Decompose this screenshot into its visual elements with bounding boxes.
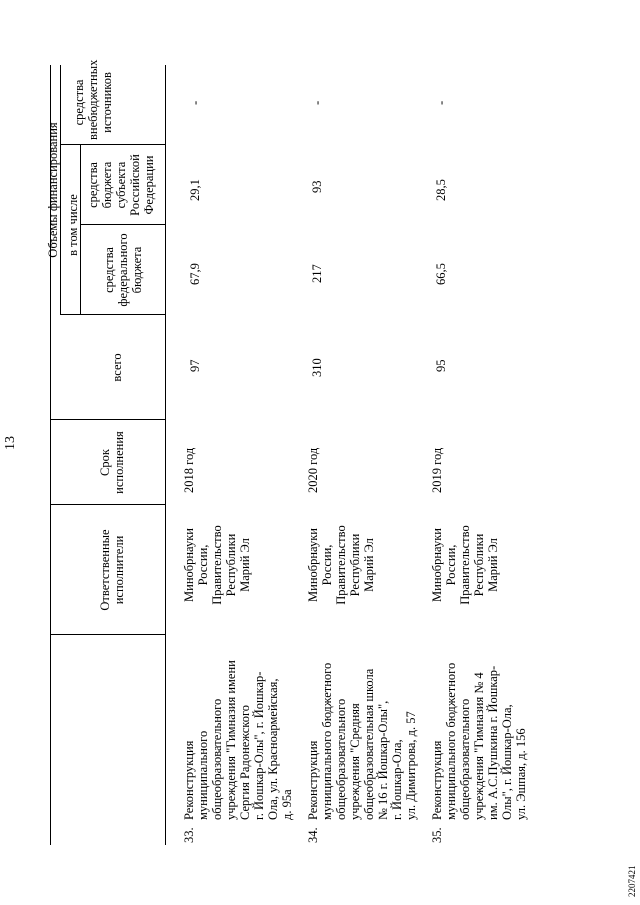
row-33-deadline: 2018 год: [182, 447, 196, 493]
row-34-federal: 217: [310, 264, 324, 283]
header-extrabudget: средства внебюджетных источников: [72, 59, 114, 140]
including-header-line: [80, 145, 81, 315]
row-34-number: 34.: [306, 827, 320, 843]
header-regional: средства бюджета субъекта Российской Федерации: [86, 154, 156, 216]
row-35-number: 35.: [430, 827, 444, 843]
header-including: в том числе: [66, 194, 80, 256]
row-35-regional: 28,5: [434, 179, 448, 201]
row-35-name: Реконструкция муниципального бюджетного общеобразовательного учреждения "Гимназия № 4 им. А.С.Пушкина г. Йошкар- Олы", г. Йошкар-Ола, ул. Эшпая, д. 156: [430, 662, 528, 820]
row-35-federal: 66,5: [434, 263, 448, 285]
row-34-responsible: Минобрнауки России, Правительство Республики Марий Эл: [306, 525, 376, 605]
header-financing: Объемы финансирования: [46, 122, 60, 258]
row-33-number: 33.: [182, 827, 196, 843]
header-federal: средства федерального бюджета: [102, 233, 144, 307]
header-bottom-border: [165, 65, 166, 845]
row-35-total: 95: [434, 359, 448, 372]
header-deadline: Срок исполнения: [98, 431, 126, 494]
row-35-responsible: Минобрнауки России, Правительство Республики Марий Эл: [430, 525, 500, 605]
row-33-name: Реконструкция муниципального общеобразовательного учреждения "Гимназия имени Сергия Радонежского г. Йошкар-Олы", г. Йошкар- Ола, ул. Красноармейская, д. 95а: [182, 660, 294, 820]
col-border-federal-regional: [80, 224, 165, 225]
row-34-name: Реконструкция муниципального бюджетного общеобразовательного учреждения "Средняя общеобразовательная школа № 16 г. Йошкар-Олы", г. Йошкар-Ола, ул. Димитрова, д. 57: [306, 662, 418, 820]
row-33-total: 97: [188, 359, 202, 372]
row-35-deadline: 2019 год: [430, 447, 444, 493]
page-number: 13: [3, 436, 18, 450]
row-33-regional: 29,1: [188, 179, 202, 201]
row-33-responsible: Минобрнауки России, Правительство Республики Марий Эл: [182, 525, 252, 605]
col-border-regional-extra: [60, 144, 165, 145]
col-border-resp-deadline: [50, 504, 165, 505]
row-35-extrabudget: -: [434, 100, 448, 105]
row-34-extrabudget: -: [310, 100, 324, 105]
col-border-total-federal: [60, 314, 165, 315]
row-34-total: 310: [310, 358, 324, 377]
header-total: всего: [110, 353, 124, 382]
header-responsible: Ответственные исполнители: [98, 529, 126, 611]
col-border-deadline-total: [50, 419, 165, 420]
row-33-extrabudget: -: [188, 100, 202, 105]
col-border-name-resp: [50, 634, 165, 635]
row-34-regional: 93: [310, 180, 324, 193]
financing-header-line: [60, 65, 61, 315]
document-id: 2207421: [627, 865, 637, 897]
row-34-deadline: 2020 год: [306, 447, 320, 493]
row-33-federal: 67,9: [188, 263, 202, 285]
